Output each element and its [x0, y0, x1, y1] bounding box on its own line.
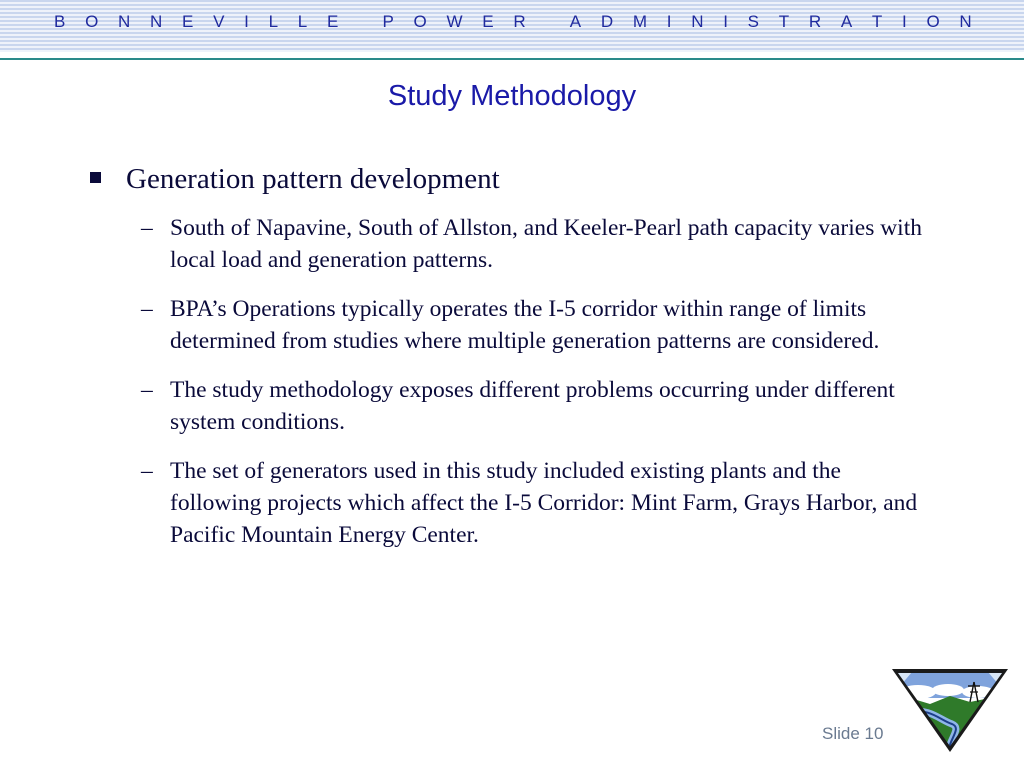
sub-bullet-item: [86, 455, 926, 551]
organization-header: [0, 12, 1024, 32]
header-letter: L: [268, 12, 279, 31]
dash-marker: –: [141, 458, 153, 484]
bullet-item: [86, 160, 926, 198]
sub-bullet-text: The study methodology exposes different problems occurring under different system conditions.: [170, 377, 895, 435]
header-letter: P: [382, 12, 394, 31]
header-letter: T: [871, 12, 883, 31]
header-letter: E: [326, 12, 339, 31]
sub-bullet-text: The set of generators used in this study included existing plants and the following projects which affect the I-5 Corridor: Mint Farm, Grays Harbor, and Pacific Mountain Energy Center.: [170, 458, 918, 548]
bullet-text: Generation pattern development: [126, 163, 500, 195]
header-letter: T: [778, 12, 790, 31]
sub-bullet-item: [86, 293, 926, 357]
sub-bullet-text: South of Napavine, South of Allston, and Keeler-Pearl path capacity varies with local load and generation patterns.: [170, 215, 922, 273]
slide-content: [86, 160, 926, 568]
header-letter: I: [901, 12, 907, 31]
slide-number: Slide 10: [822, 724, 884, 743]
square-bullet-icon: [90, 172, 101, 183]
header-letter: O: [926, 12, 940, 31]
header-letter: A: [569, 12, 582, 31]
header-letter: [545, 12, 550, 32]
header-letter: W: [446, 12, 463, 31]
header-letter: N: [691, 12, 704, 31]
header-letter: I: [666, 12, 672, 31]
sub-bullet-item: [86, 374, 926, 438]
dash-marker: –: [141, 296, 153, 322]
header-letter: D: [600, 12, 614, 31]
header-letter: R: [513, 12, 526, 31]
header-letter: I: [244, 12, 249, 31]
header-letter: O: [85, 12, 99, 31]
header-divider: [0, 58, 1024, 60]
header-letter: N: [118, 12, 131, 31]
header-letter: S: [747, 12, 759, 31]
header-letter: E: [482, 12, 494, 31]
slide-title: Study Methodology: [387, 80, 637, 112]
header-letter: B: [54, 12, 66, 31]
header-letter: L: [297, 12, 308, 31]
header-letter: [358, 12, 363, 32]
header-letter: A: [840, 12, 853, 31]
dash-marker: –: [141, 377, 153, 403]
header-letter: N: [959, 12, 972, 31]
sub-bullet-text: BPA’s Operations typically operates the I-5 corridor within range of limits determined from studies where multiple generation patterns are considered.: [170, 296, 880, 354]
header-letter: O: [413, 12, 427, 31]
header-letter: V: [213, 12, 225, 31]
header-letter: I: [723, 12, 728, 31]
header-letter: R: [808, 12, 822, 31]
header-letter: M: [632, 12, 648, 31]
bpa-triangle-logo-icon: [890, 668, 1010, 752]
sub-bullet-item: [86, 212, 926, 276]
dash-marker: –: [141, 215, 153, 241]
header-letter: N: [150, 12, 163, 31]
header-letter: E: [182, 12, 194, 31]
